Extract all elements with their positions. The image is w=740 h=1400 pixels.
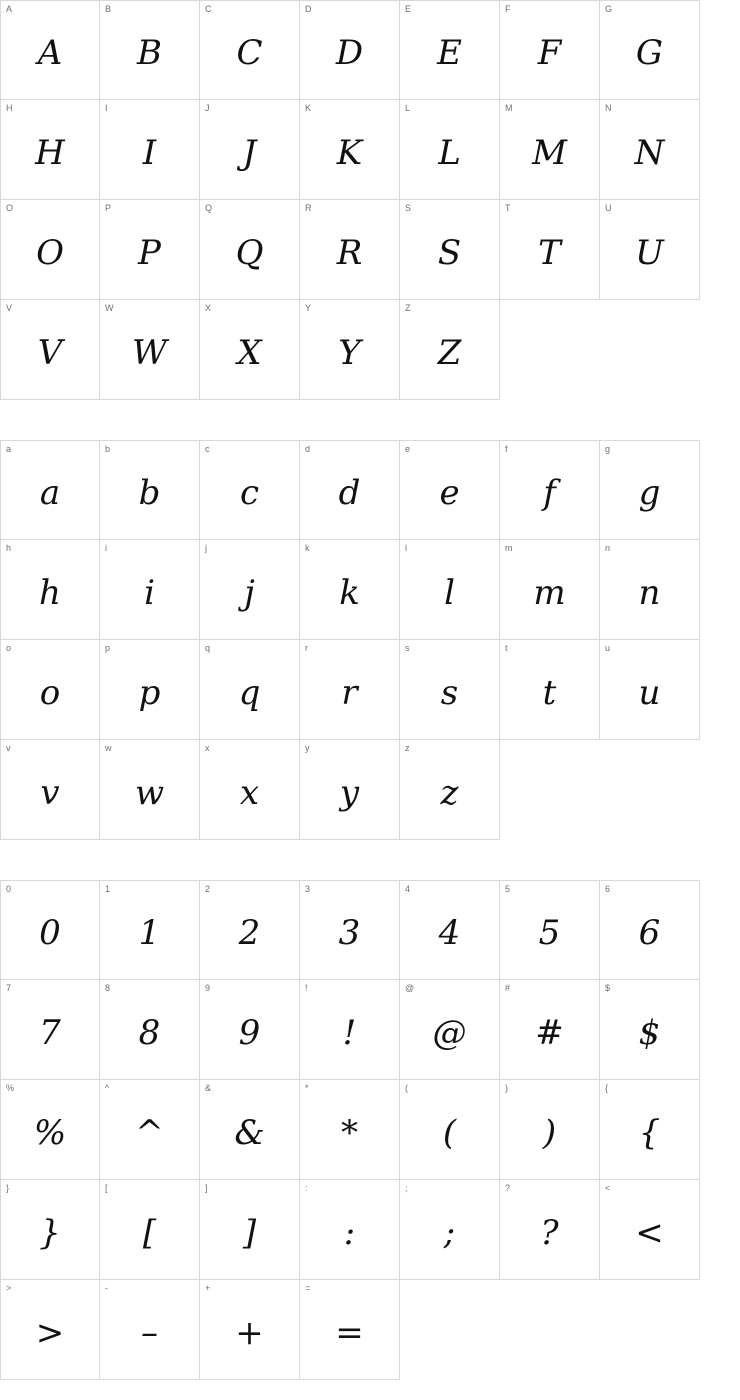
glyph-cell[interactable] <box>0 100 100 200</box>
glyph-cell[interactable] <box>200 880 300 980</box>
glyph-sample: { <box>638 1112 661 1153</box>
glyph-cell[interactable] <box>400 440 500 540</box>
glyph-code-label: 0 <box>6 884 12 894</box>
glyph-cell[interactable] <box>600 440 700 540</box>
glyph-cell[interactable] <box>200 1280 300 1380</box>
glyph-code-label: b <box>105 444 111 454</box>
glyph-code-label: J <box>205 103 210 113</box>
glyph-code-label: % <box>6 1083 15 1093</box>
glyph-sample: w <box>134 772 165 813</box>
glyph-code-label: E <box>405 4 412 14</box>
glyph-cell[interactable] <box>100 980 200 1080</box>
glyph-code-label: x <box>205 743 210 753</box>
glyph-code-label: T <box>505 203 511 213</box>
glyph-code-label: I <box>105 103 108 113</box>
glyph-cell[interactable] <box>200 740 300 840</box>
glyph-cell[interactable] <box>500 1080 600 1180</box>
glyph-cell[interactable] <box>300 880 400 980</box>
glyph-code-label: $ <box>605 983 611 993</box>
glyph-sample: K <box>336 132 363 173</box>
glyph-sample: 6 <box>638 913 661 953</box>
glyph-sample: U <box>635 232 664 273</box>
glyph-code-label: P <box>105 203 112 213</box>
glyph-sample: e <box>439 473 460 513</box>
glyph-cell[interactable] <box>0 740 100 840</box>
glyph-cell[interactable] <box>500 440 600 540</box>
glyph-code-label: = <box>305 1283 311 1293</box>
glyph-cell[interactable] <box>0 640 100 740</box>
glyph-cell[interactable] <box>600 540 700 640</box>
glyph-cell[interactable] <box>300 200 400 300</box>
glyph-code-label: 3 <box>305 884 311 894</box>
glyph-cell[interactable] <box>500 880 600 980</box>
glyph-cell[interactable] <box>600 1080 700 1180</box>
glyph-cell[interactable] <box>400 880 500 980</box>
glyph-code-label: ( <box>405 1083 408 1093</box>
glyph-sample: s <box>440 672 459 713</box>
glyph-sample: F <box>537 33 562 73</box>
glyph-sample: ; <box>443 1212 456 1253</box>
glyph-code-label: 4 <box>405 884 411 894</box>
glyph-cell[interactable] <box>200 540 300 640</box>
glyph-cell[interactable] <box>0 880 100 980</box>
glyph-sample: – <box>141 1312 158 1353</box>
glyph-cell[interactable] <box>300 1080 400 1180</box>
glyph-cell[interactable] <box>200 300 300 400</box>
glyph-sample: ? <box>540 1212 559 1253</box>
glyph-code-label: u <box>605 643 611 653</box>
glyph-sample: X <box>237 332 262 373</box>
glyph-sample: 9 <box>238 1012 261 1053</box>
glyph-sample: 0 <box>39 913 61 953</box>
glyph-sample: 1 <box>138 913 161 953</box>
glyph-cell[interactable] <box>300 740 400 840</box>
glyph-sample: y <box>339 772 360 813</box>
glyph-sample: 4 <box>438 913 461 953</box>
glyph-code-label: 9 <box>205 983 211 993</box>
glyph-cell[interactable] <box>200 100 300 200</box>
glyph-sample: u <box>638 672 661 713</box>
glyph-sample: n <box>638 572 661 613</box>
glyph-code-label: o <box>6 643 12 653</box>
glyph-cell[interactable] <box>200 1180 300 1280</box>
glyph-cell[interactable] <box>600 980 700 1080</box>
glyph-cell[interactable] <box>600 1180 700 1280</box>
glyph-code-label: n <box>605 543 611 553</box>
section-gap <box>0 400 740 440</box>
glyph-code-label: R <box>305 203 312 213</box>
glyph-cell[interactable] <box>0 300 100 400</box>
glyph-cell[interactable] <box>400 0 500 100</box>
glyph-sample: # <box>535 1012 564 1053</box>
glyph-sample: C <box>236 33 263 73</box>
glyph-sample: d <box>338 473 361 513</box>
glyph-cell[interactable] <box>0 980 100 1080</box>
glyph-cell[interactable] <box>200 0 300 100</box>
glyph-sample: p <box>138 672 161 713</box>
glyph-cell[interactable] <box>400 740 500 840</box>
glyph-sample: M <box>532 132 567 173</box>
glyph-cell[interactable] <box>0 440 100 540</box>
glyph-sample: $ <box>638 1012 661 1053</box>
glyph-sample: j <box>244 572 255 613</box>
glyph-cell[interactable] <box>300 440 400 540</box>
glyph-code-label: w <box>105 743 112 753</box>
glyph-code-label: } <box>6 1183 10 1193</box>
glyph-cell[interactable] <box>100 740 200 840</box>
glyph-sample: > <box>35 1312 65 1353</box>
glyph-cell[interactable] <box>200 1080 300 1180</box>
glyph-cell[interactable] <box>400 300 500 400</box>
glyph-sample: b <box>138 473 161 513</box>
glyph-sample: 8 <box>138 1012 161 1053</box>
glyph-code-label: > <box>6 1283 12 1293</box>
glyph-code-label: F <box>505 4 511 14</box>
glyph-code-label: 7 <box>6 983 12 993</box>
glyph-sample: ] <box>242 1212 257 1253</box>
glyph-code-label: d <box>305 444 311 454</box>
glyph-sample: 5 <box>538 913 561 953</box>
glyph-cell[interactable] <box>600 640 700 740</box>
glyph-code-label: [ <box>105 1183 108 1193</box>
glyph-cell[interactable] <box>600 880 700 980</box>
glyph-cell[interactable] <box>0 0 100 100</box>
glyph-code-label: 8 <box>105 983 111 993</box>
glyph-cell[interactable] <box>100 640 200 740</box>
glyph-sample: G <box>635 33 664 73</box>
glyph-code-label: # <box>505 983 511 993</box>
glyph-sample: a <box>39 473 61 513</box>
glyph-code-label: Q <box>205 203 213 213</box>
glyph-code-label: U <box>605 203 612 213</box>
glyph-code-label: L <box>405 103 411 113</box>
glyph-code-label: f <box>505 444 508 454</box>
glyph-sample: T <box>538 232 561 273</box>
glyph-cell[interactable] <box>300 1280 400 1380</box>
glyph-cell[interactable] <box>400 100 500 200</box>
glyph-cell[interactable] <box>100 1180 200 1280</box>
glyph-sample: ) <box>542 1112 557 1153</box>
glyph-sample: @ <box>432 1012 467 1053</box>
glyph-sample: + <box>235 1312 264 1353</box>
glyph-code-label: X <box>205 303 212 313</box>
glyph-section-lowercase <box>0 440 700 840</box>
glyph-sample: v <box>40 772 60 813</box>
glyph-code-label: Z <box>405 303 411 313</box>
glyph-cell[interactable] <box>100 0 200 100</box>
glyph-cell[interactable] <box>100 100 200 200</box>
glyph-sample: 7 <box>39 1012 61 1053</box>
glyph-sample: i <box>144 572 155 613</box>
glyph-code-label: G <box>605 4 613 14</box>
glyph-sample: & <box>234 1112 265 1153</box>
glyph-code-label: y <box>305 743 310 753</box>
glyph-cell[interactable] <box>0 1280 100 1380</box>
glyph-code-label: * <box>305 1083 309 1093</box>
glyph-sample: P <box>138 232 161 273</box>
glyph-code-label: N <box>605 103 612 113</box>
glyph-sample: O <box>36 232 64 273</box>
glyph-cell[interactable] <box>500 200 600 300</box>
glyph-sample: % <box>33 1112 67 1153</box>
glyph-sample: k <box>339 572 360 613</box>
glyph-sample: [ <box>142 1212 157 1253</box>
glyph-code-label: j <box>205 543 207 553</box>
glyph-cell[interactable] <box>200 440 300 540</box>
glyph-code-label: c <box>205 444 210 454</box>
glyph-code-label: S <box>405 203 412 213</box>
glyph-sample: Y <box>338 332 361 373</box>
glyph-code-label: + <box>205 1283 211 1293</box>
glyph-code-label: ^ <box>105 1083 110 1093</box>
glyph-cell[interactable] <box>200 640 300 740</box>
glyph-sample: o <box>39 672 61 713</box>
glyph-sample: N <box>634 132 665 173</box>
glyph-cell[interactable] <box>500 980 600 1080</box>
glyph-code-label: M <box>505 103 513 113</box>
glyph-code-label: { <box>605 1083 609 1093</box>
glyph-sample: L <box>438 132 461 173</box>
glyph-sample: l <box>444 572 455 613</box>
glyph-cell[interactable] <box>100 1080 200 1180</box>
glyph-sample: x <box>239 772 260 813</box>
glyph-cell[interactable] <box>100 440 200 540</box>
glyph-cell[interactable] <box>300 540 400 640</box>
glyph-cell[interactable] <box>300 100 400 200</box>
glyph-cell[interactable] <box>100 540 200 640</box>
glyph-sample: ^ <box>135 1112 164 1153</box>
glyph-code-label: s <box>405 643 410 653</box>
glyph-section-uppercase <box>0 0 700 400</box>
glyph-cell[interactable] <box>300 0 400 100</box>
glyph-cell[interactable] <box>400 980 500 1080</box>
glyph-code-label: O <box>6 203 14 213</box>
glyph-cell[interactable] <box>0 540 100 640</box>
glyph-code-label: : <box>305 1183 308 1193</box>
glyph-sample: g <box>638 473 661 513</box>
glyph-cell[interactable] <box>400 540 500 640</box>
glyph-code-label: k <box>305 543 310 553</box>
glyph-sample: S <box>437 232 462 273</box>
glyph-code-label: p <box>105 643 111 653</box>
glyph-cell[interactable] <box>200 980 300 1080</box>
glyph-sample: 3 <box>338 913 361 953</box>
glyph-sample: R <box>336 232 363 273</box>
glyph-code-label: @ <box>405 983 415 993</box>
glyph-code-label: i <box>105 543 107 553</box>
glyph-sample: } <box>39 1212 61 1253</box>
glyph-code-label: & <box>205 1083 212 1093</box>
glyph-code-label: g <box>605 444 611 454</box>
glyph-sample: h <box>39 572 61 613</box>
glyph-sample: z <box>440 772 459 813</box>
glyph-sample: I <box>142 132 157 173</box>
glyph-cell[interactable] <box>0 1180 100 1280</box>
glyph-code-label: 5 <box>505 884 511 894</box>
glyph-code-label: e <box>405 444 411 454</box>
glyph-cell[interactable] <box>400 1080 500 1180</box>
glyph-cell[interactable] <box>100 300 200 400</box>
glyph-sample: * <box>341 1112 358 1153</box>
glyph-cell[interactable] <box>100 880 200 980</box>
glyph-sample: B <box>137 33 162 73</box>
glyph-code-label: q <box>205 643 211 653</box>
glyph-code-label: r <box>305 643 308 653</box>
glyph-cell[interactable] <box>100 1280 200 1380</box>
glyph-sample: = <box>335 1312 364 1353</box>
glyph-sample: ( <box>442 1112 457 1153</box>
glyph-cell[interactable] <box>300 1180 400 1280</box>
glyph-cell[interactable] <box>0 1080 100 1180</box>
glyph-sample: Z <box>437 332 462 373</box>
glyph-cell[interactable] <box>200 200 300 300</box>
glyph-sample: H <box>35 132 65 173</box>
glyph-sample: q <box>238 672 261 713</box>
glyph-code-label: ] <box>205 1183 208 1193</box>
glyph-code-label: v <box>6 743 11 753</box>
glyph-code-label: 6 <box>605 884 611 894</box>
glyph-code-label: 2 <box>205 884 211 894</box>
glyph-code-label: < <box>605 1183 611 1193</box>
glyph-code-label: m <box>505 543 513 553</box>
glyph-cell[interactable] <box>300 300 400 400</box>
glyph-cell[interactable] <box>500 100 600 200</box>
glyph-code-label: ? <box>505 1183 511 1193</box>
glyph-code-label: t <box>505 643 508 653</box>
glyph-sample: : <box>343 1212 356 1253</box>
glyph-code-label: K <box>305 103 312 113</box>
glyph-code-label: ! <box>305 983 308 993</box>
glyph-sample: ! <box>342 1012 357 1053</box>
glyph-code-label: - <box>105 1283 108 1293</box>
glyph-code-label: z <box>405 743 410 753</box>
glyph-cell[interactable] <box>400 640 500 740</box>
glyph-code-label: V <box>6 303 13 313</box>
glyph-code-label: h <box>6 543 12 553</box>
glyph-code-label: B <box>105 4 112 14</box>
section-gap <box>0 840 740 880</box>
glyph-sample: 2 <box>238 913 261 953</box>
glyph-code-label: A <box>6 4 13 14</box>
glyph-cell[interactable] <box>0 200 100 300</box>
glyph-cell[interactable] <box>600 0 700 100</box>
glyph-code-label: a <box>6 444 12 454</box>
glyph-sample: Q <box>235 232 264 273</box>
glyph-code-label: l <box>405 543 407 553</box>
glyph-sample: V <box>37 332 63 373</box>
glyph-cell[interactable] <box>500 640 600 740</box>
glyph-cell[interactable] <box>300 640 400 740</box>
glyph-code-label: D <box>305 4 312 14</box>
glyph-cell[interactable] <box>500 1180 600 1280</box>
glyph-code-label: H <box>6 103 13 113</box>
glyph-sample: m <box>533 572 566 613</box>
glyph-sample: f <box>543 473 556 513</box>
glyph-code-label: ; <box>405 1183 408 1193</box>
glyph-cell[interactable] <box>300 980 400 1080</box>
glyph-sample: A <box>37 33 63 73</box>
glyph-sample: r <box>341 672 358 713</box>
glyph-sample: < <box>635 1212 664 1253</box>
glyph-cell[interactable] <box>500 540 600 640</box>
glyph-section-symbols <box>0 880 700 1380</box>
glyph-code-label: C <box>205 4 212 14</box>
glyph-code-label: ) <box>505 1083 508 1093</box>
glyph-sample: E <box>437 33 462 73</box>
glyph-code-label: W <box>105 303 114 313</box>
glyph-cell[interactable] <box>600 100 700 200</box>
glyph-cell[interactable] <box>400 200 500 300</box>
glyph-sample: t <box>542 672 557 713</box>
glyph-cell[interactable] <box>500 0 600 100</box>
glyph-cell[interactable] <box>400 1180 500 1280</box>
glyph-sample: J <box>242 132 257 173</box>
glyph-code-label: 1 <box>105 884 111 894</box>
glyph-cell[interactable] <box>100 200 200 300</box>
glyph-sample: D <box>335 33 364 73</box>
glyph-code-label: Y <box>305 303 312 313</box>
glyph-sample: W <box>132 332 167 373</box>
glyph-cell[interactable] <box>600 200 700 300</box>
glyph-sample: c <box>239 473 260 513</box>
